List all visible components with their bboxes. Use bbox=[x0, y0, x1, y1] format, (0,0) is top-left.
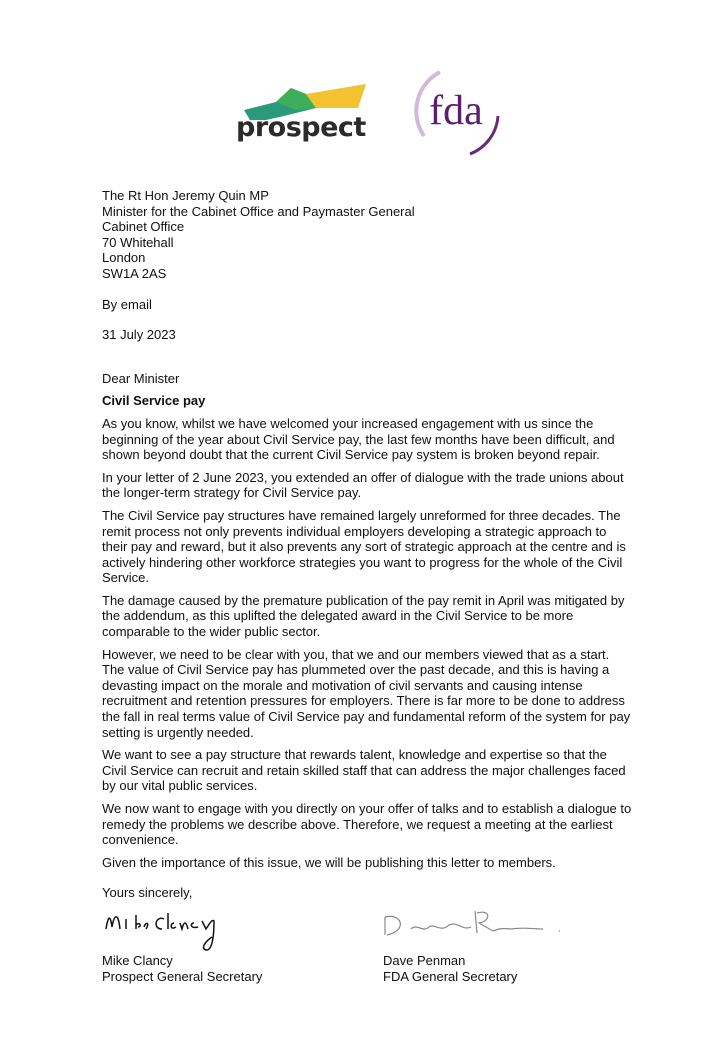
address-line: The Rt Hon Jeremy Quin MP bbox=[102, 188, 269, 203]
letter-body bbox=[102, 188, 632, 1024]
body-paragraph: Given the importance of this issue, we will be publishing this letter to members. bbox=[102, 854, 556, 870]
signature-mike-clancy bbox=[102, 907, 383, 953]
signatory-title: Prospect General Secretary bbox=[102, 968, 263, 984]
salutation: Dear Minister bbox=[102, 370, 180, 386]
signatory-name: Mike Clancy bbox=[102, 952, 173, 968]
address-line: SW1A 2AS bbox=[102, 265, 167, 281]
signatory-title: FDA General Secretary bbox=[383, 968, 518, 984]
letterhead bbox=[0, 0, 725, 188]
fda-wordmark: fda bbox=[429, 88, 483, 134]
body-paragraph: However, we need to be clear with you, that we and our members viewed that as a start. The value of Civil Service pay has plummeted over the past decade, and this is having a devasting impact on the morale and motivation of civil servants and causing intense recruitment and retention pressures for employers. There is far more to be done to address the fall in real terms value of Civil Service pay and fundamental reform of the system for pay setting is urgently needed. bbox=[102, 646, 631, 740]
signature-dave-penman bbox=[383, 907, 632, 953]
prospect-wordmark: prospect bbox=[236, 112, 366, 143]
closing: Yours sincerely, bbox=[102, 885, 193, 901]
fda-logo bbox=[410, 66, 502, 158]
subject-heading: Civil Service pay bbox=[102, 393, 206, 409]
body-paragraph: The damage caused by the premature publication of the pay remit in April was mitigated by the addendum, as this uplifted the delegated award in the Civil Service to be more comparable to the wider public sector. bbox=[102, 592, 625, 640]
address-line: Minister for the Cabinet Office and Paymaster General bbox=[102, 203, 415, 219]
address-line: 70 Whitehall bbox=[102, 234, 174, 250]
body-paragraph: As you know, whilst we have welcomed your increased engagement with us since the beginning of the year about Civil Service pay, the last few months have been difficult, and shown beyond doubt that the current Civil Service pay system is broken beyond repair. bbox=[102, 415, 615, 463]
address-line: London bbox=[102, 250, 146, 266]
letter-date: 31 July 2023 bbox=[102, 327, 176, 343]
body-paragraph: We now want to engage with you directly on your offer of talks and to establish a dialogue to remedy the problems we describe above. Therefore, we request a meeting at the earliest convenience. bbox=[102, 801, 632, 848]
signatories bbox=[102, 907, 632, 984]
delivery-method: By email bbox=[102, 296, 152, 312]
body-paragraph: We want to see a pay structure that rewards talent, knowledge and expertise so that the Civil Service can recruit and retain skilled staff that can address the major challenges faced by our vital public services. bbox=[102, 747, 626, 794]
body-paragraph: In your letter of 2 June 2023, you extended an offer of dialogue with the trade unions about the longer-term strategy for Civil Service pay. bbox=[102, 469, 624, 501]
address-line: Cabinet Office bbox=[102, 219, 185, 235]
prospect-logo bbox=[236, 80, 386, 150]
signatory-name: Dave Penman bbox=[383, 952, 466, 968]
body-paragraph: The Civil Service pay structures have remained largely unreformed for three decades. The remit process not only prevents individual employers developing a strategic approach to their pay and reward, but it also prevents any sort of strategic approach at the centre and is actively hindering other workforce strategies you want to progress for the whole of the Civil Service. bbox=[102, 507, 626, 586]
recipient-address bbox=[102, 188, 632, 282]
signatory-block bbox=[383, 907, 632, 984]
signatory-block bbox=[102, 907, 383, 984]
